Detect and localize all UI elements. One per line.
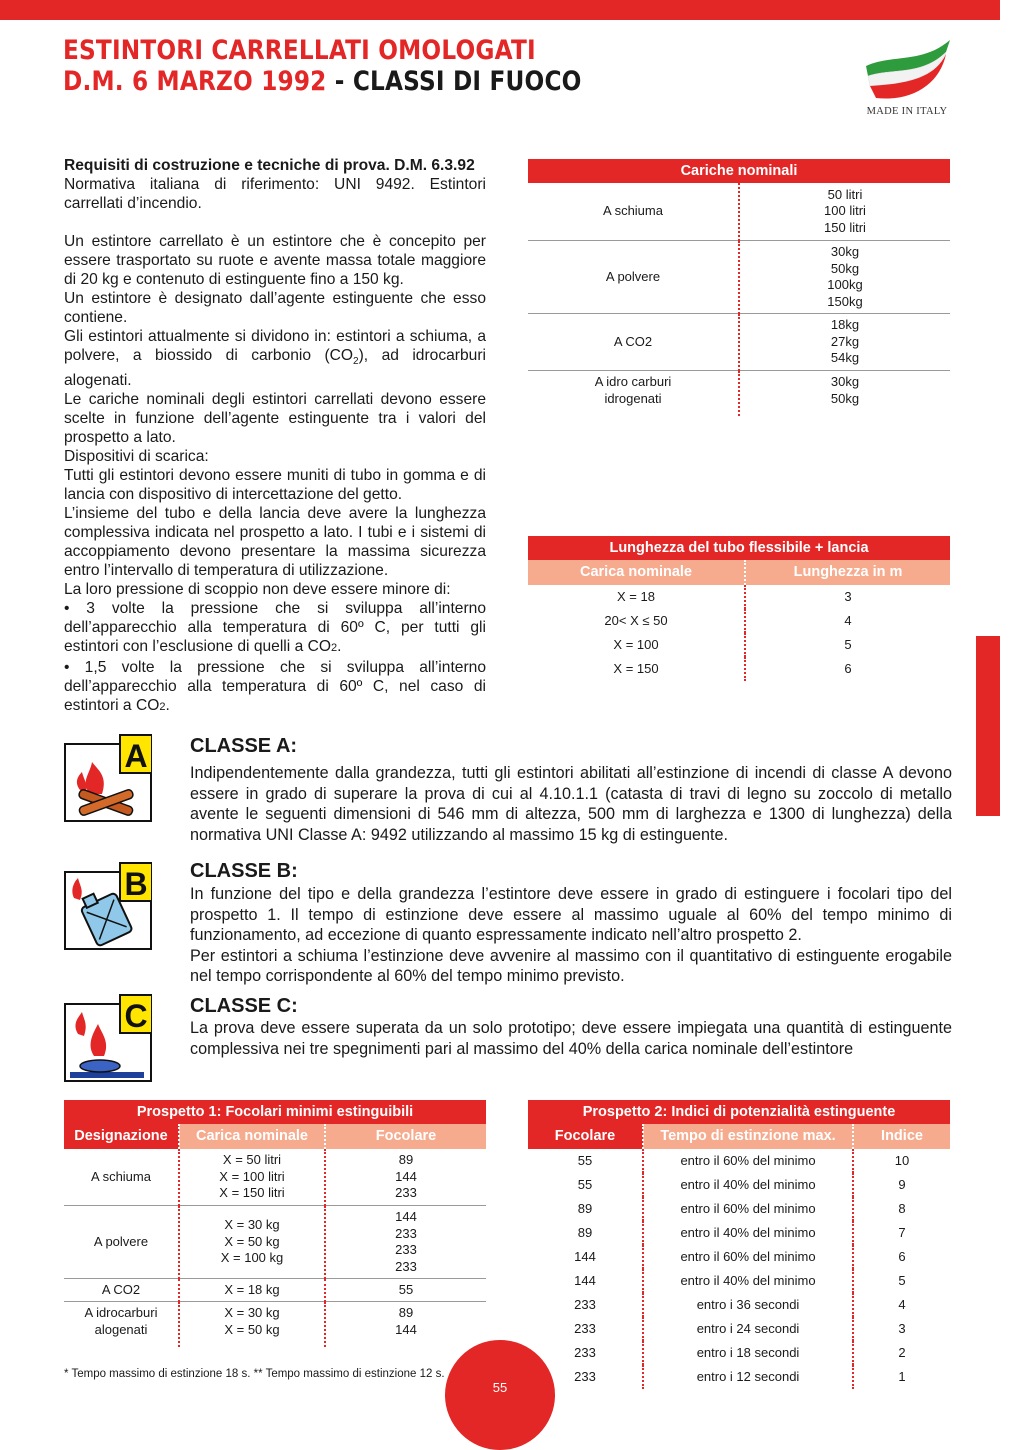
- title-decree: D.M. 6 MARZO 1992: [63, 66, 327, 97]
- title-subject: - CLASSI DI FUOCO: [326, 66, 582, 97]
- p2-indice: 1: [898, 1368, 906, 1384]
- page-number: 55: [492, 1380, 508, 1395]
- p2-col-indice: Indice: [853, 1124, 950, 1149]
- prospetto-2-title: Prospetto 2: Indici di potenzialità estinguente: [528, 1100, 950, 1124]
- cariche-values: 50 litri 100 litri 150 litri: [739, 183, 950, 241]
- italian-flag-swoosh-logo: [862, 36, 954, 106]
- p2-tempo: entro i 24 secondi: [643, 1317, 853, 1341]
- cariche-label: A CO2: [528, 314, 739, 371]
- cariche-label: A idro carburi idrogenati: [528, 371, 739, 417]
- p2-focolare: 233: [528, 1341, 643, 1365]
- lunghezza-title: Lunghezza del tubo flessibile + lancia: [528, 536, 950, 560]
- p2-indice: 7: [898, 1224, 906, 1240]
- lunghezza-carica: X = 100: [528, 633, 745, 657]
- p2-focolare: 55: [528, 1173, 643, 1197]
- p2-indice: 3: [898, 1320, 906, 1336]
- class-b-paragraph-2: Per estintori a schiuma l’estinzione deve avvenire al massimo con il quantitativo di estinguente erogabile nel tempo corrispondente al 60% del tempo minimo previsto.: [190, 946, 952, 986]
- p1-focolare: 89 144 233: [325, 1149, 486, 1206]
- p2-indice: 5: [898, 1272, 906, 1288]
- p2-focolare: 144: [528, 1245, 643, 1269]
- intro-bullet-2: • 1,5 volte la pressione che si sviluppa all’interno dell’apparecchio alla temperatura di 60º C, nel caso di estintori a CO2.: [64, 659, 486, 715]
- cariche-label: A schiuma: [528, 183, 739, 241]
- p2-indice: 4: [898, 1296, 906, 1312]
- class-a-letter: A: [124, 738, 148, 774]
- lunghezza-carica: X = 18: [528, 585, 745, 609]
- p1-designazione: A polvere: [64, 1206, 179, 1279]
- side-red-tab: [976, 636, 1000, 816]
- p2-indice: 9: [898, 1176, 906, 1192]
- intro-paragraph-2: Un estintore è designato dall’agente estinguente che esso contiene.: [64, 290, 486, 326]
- p1-designazione: A CO2: [64, 1279, 179, 1302]
- p2-focolare: 233: [528, 1293, 643, 1317]
- p2-indice: 2: [898, 1344, 906, 1360]
- p2-focolare: 55: [528, 1149, 643, 1173]
- p2-col-focolare: Focolare: [528, 1124, 643, 1149]
- class-c-title: CLASSE C:: [190, 995, 298, 1017]
- class-c-gas-burner-icon: [64, 994, 152, 1082]
- lunghezza-col-lunghezza: Lunghezza in m: [745, 560, 950, 585]
- made-in-italy-label: MADE IN ITALY: [866, 106, 948, 117]
- intro-text: [64, 156, 486, 717]
- p2-indice: 6: [898, 1248, 906, 1264]
- prospetto-1-table: [64, 1100, 486, 1347]
- top-red-bar: [0, 0, 1000, 20]
- prospetto-2-table: [528, 1100, 950, 1389]
- intro-paragraph-3: Gli estintori attualmente si dividono in: estintori a schiuma, a polvere, a biossido di carbonio $(CO_2)$, ad idrocarburi alogenati.: [64, 328, 487, 390]
- p1-col-carica: Carica nominale: [179, 1124, 325, 1149]
- intro-paragraph-7: L’insieme del tubo e della lancia deve avere la lunghezza complessiva indicata nel prospetto a lato. I tubi e i sistemi di accoppiamento devono presentare la massima sicurezza entro l’intervallo di temperatura di utilizzazione.: [64, 505, 486, 580]
- intro-bullet-1: • 3 volte la pressione che si sviluppa all’interno dell’apparecchio alla temperatura di 60º C, per tutti gli estintori con l’esclusione di quelli a CO2.: [64, 600, 486, 656]
- page-number-badge: [445, 1340, 555, 1450]
- cariche-nominali-table: [528, 159, 950, 416]
- intro-reference: Normativa italiana di riferimento: UNI 9492. Estintori carrellati d’incendio.: [64, 176, 486, 212]
- lunghezza-valore: 4: [844, 612, 852, 628]
- class-b-paragraph-1: In funzione del tipo e della grandezza l’estintore deve essere in grado di estinguere i focolari tipo del prospetto 1. Il tempo di estinzione deve essere al massimo uguale al 60% del tempo minimo di funzionamento, ad eccezione di quanto espressamente indicato nell’altro prospetto 2.: [190, 885, 952, 945]
- class-b-letter: B: [124, 866, 148, 902]
- p1-carica: X = 18 kg: [179, 1279, 325, 1302]
- p1-carica: X = 30 kg X = 50 kg X = 100 kg: [179, 1206, 325, 1279]
- class-b-text: [190, 884, 952, 987]
- class-b-fuel-can-icon: [64, 862, 152, 950]
- p2-indice: 8: [898, 1200, 906, 1216]
- p2-tempo: entro il 60% del minimo: [643, 1197, 853, 1221]
- p2-tempo: entro il 60% del minimo: [643, 1149, 853, 1173]
- title-line-2: [63, 66, 582, 97]
- p2-tempo: entro il 40% del minimo: [643, 1173, 853, 1197]
- p2-col-tempo: Tempo di estinzione max.: [643, 1124, 853, 1149]
- cariche-values: 30kg 50kg 100kg 150kg: [739, 241, 950, 314]
- class-c-letter: C: [124, 998, 148, 1034]
- intro-paragraph-8: La loro pressione di scoppio non deve essere minore di:: [64, 581, 451, 599]
- lunghezza-carica: 20< X ≤ 50: [528, 609, 745, 633]
- p1-carica: X = 30 kg X = 50 kg: [179, 1302, 325, 1348]
- intro-paragraph-4: Le cariche nominali degli estintori carrellati devono essere scelte in funzione dell’agente estinguente tra i valori del prospetto a lato.: [64, 391, 486, 447]
- lunghezza-valore: 3: [844, 588, 852, 604]
- p1-col-designazione: Designazione: [64, 1124, 179, 1149]
- lunghezza-valore: 6: [844, 660, 852, 676]
- title-line-1: ESTINTORI CARRELLATI OMOLOGATI: [63, 35, 536, 66]
- p2-focolare: 233: [528, 1317, 643, 1341]
- prospetto-1-title: Prospetto 1: Focolari minimi estinguibili: [64, 1100, 486, 1124]
- p2-focolare: 233: [528, 1365, 643, 1389]
- p2-tempo: entro i 36 secondi: [643, 1293, 853, 1317]
- p2-tempo: entro i 18 secondi: [643, 1341, 853, 1365]
- p1-designazione: A schiuma: [64, 1149, 179, 1206]
- footnote: * Tempo massimo di estinzione 18 s. ** Tempo massimo di estinzione 12 s.: [64, 1368, 445, 1380]
- cariche-values: 30kg 50kg: [830, 374, 860, 406]
- p2-tempo: entro il 40% del minimo: [643, 1221, 853, 1245]
- class-c-text: La prova deve essere superata da un solo prototipo; deve essere impiegata una quantità di estinguente complessiva nei tre spegnimenti pari al massimo del 40% della carica nominale dell’estintore: [190, 1019, 952, 1058]
- cariche-values: 18kg 27kg 54kg: [739, 314, 950, 371]
- lunghezza-valore: 5: [844, 636, 852, 652]
- lunghezza-carica: X = 150: [528, 657, 745, 681]
- p2-focolare: 89: [528, 1221, 643, 1245]
- p1-focolare: 55: [325, 1279, 486, 1302]
- class-a-text: Indipendentemente dalla grandezza, tutti gli estintori abilitati all’estinzione di incendi di classe A devono essere in grado di superare la prova di cui al 4.10.1.1 (catasta di travi di legno su zoccolo di metallo avente le seguenti dimensioni di 546 mm di altezza, 500 mm di larghezza e 1300 di lunghezza) della normativa UNI Classe A: 9492 utilizzando al massimo 15 kg di estinguente.: [190, 764, 952, 844]
- intro-heading: Requisiti di costruzione e tecniche di prova. D.M. 6.3.92: [64, 157, 475, 174]
- p1-carica: X = 50 litri X = 100 litri X = 150 litri: [179, 1149, 325, 1206]
- p1-focolare: 144 233 233 233: [325, 1206, 486, 1279]
- p2-indice: 10: [894, 1152, 910, 1168]
- p2-tempo: entro il 60% del minimo: [643, 1245, 853, 1269]
- intro-paragraph-5: Dispositivi di scarica:: [64, 448, 209, 466]
- p1-col-focolare: Focolare: [325, 1124, 486, 1149]
- p1-focolare: 89 144: [395, 1305, 417, 1337]
- cariche-label: A polvere: [528, 241, 739, 314]
- class-b-title: CLASSE B:: [190, 860, 298, 882]
- p2-tempo: entro i 12 secondi: [643, 1365, 853, 1389]
- p1-designazione: A idrocarburi alogenati: [64, 1302, 179, 1348]
- class-a-wood-fire-icon: [64, 734, 152, 822]
- class-a-title: CLASSE A:: [190, 735, 298, 757]
- p2-tempo: entro il 40% del minimo: [643, 1269, 853, 1293]
- cariche-title: Cariche nominali: [528, 159, 950, 183]
- intro-paragraph-6: Tutti gli estintori devono essere muniti di tubo in gomma e di lancia con dispositivo di intercettazione del getto.: [64, 467, 486, 504]
- lunghezza-tubo-table: [528, 536, 950, 681]
- intro-paragraph-1: Un estintore carrellato è un estintore che è concepito per essere trasportato su ruote e avente massa totale maggiore di 20 kg e contenuto di estinguente fino a 150 kg.: [64, 233, 486, 288]
- p2-focolare: 89: [528, 1197, 643, 1221]
- page-title: [63, 35, 582, 97]
- lunghezza-col-carica: Carica nominale: [528, 560, 745, 585]
- p2-focolare: 144: [528, 1269, 643, 1293]
